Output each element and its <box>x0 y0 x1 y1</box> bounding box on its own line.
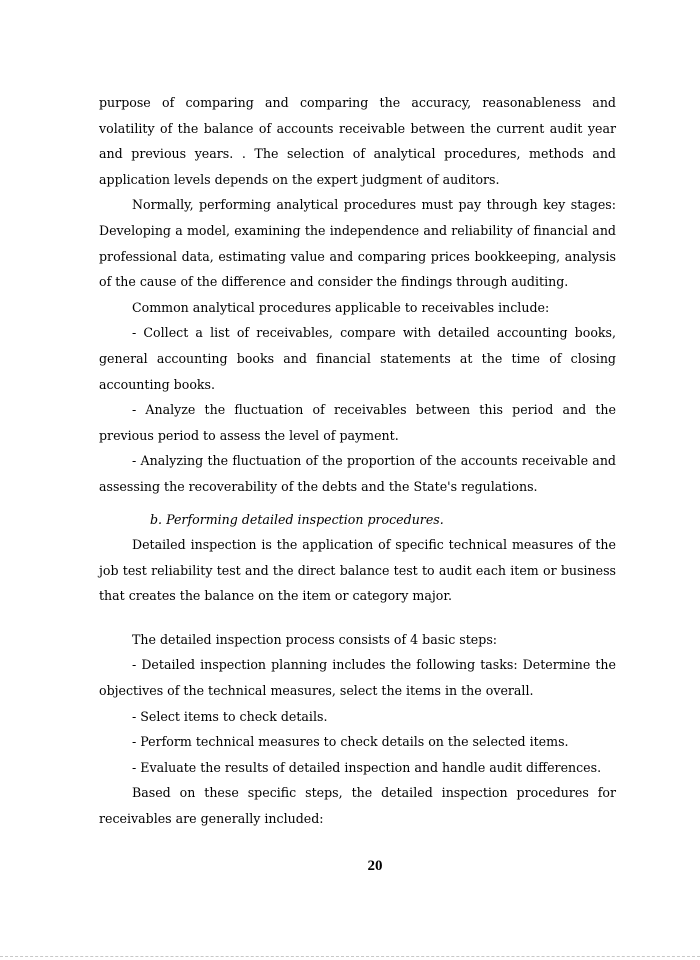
list-item: - Analyzing the fluctuation of the proportion of the accounts receivable and assessing the recoverability of the debts and the State's regulations. <box>99 453 616 494</box>
page-number: 20 <box>367 858 383 874</box>
list-item: - Evaluate the results of detailed inspection and handle audit differences. <box>132 759 602 775</box>
paragraph-process-steps: The detailed inspection process consists of 4 basic steps: <box>132 631 498 647</box>
paragraph-continued: purpose of comparing and comparing the accuracy, reasonableness and volatility of the balance of accounts receivable between the current audit year and previous years. . The selection of analytical procedures, methods and application levels depends on the expert judgment of auditors. <box>99 95 616 187</box>
page-body <box>99 90 616 832</box>
section-heading-b: b. Performing detailed inspection procedures. <box>150 511 444 527</box>
list-item: - Detailed inspection planning includes the following tasks: Determine the objectives of the technical measures, select the items in the overall. <box>99 657 616 699</box>
list-item: - Select items to check details. <box>132 708 328 724</box>
list-item: - Perform technical measures to check details on the selected items. <box>132 734 569 750</box>
page-bottom-divider <box>0 956 700 957</box>
paragraph-detailed-inspection: Detailed inspection is the application of specific technical measures of the job test reliability test and the direct balance test to audit each item or business that creates the balance on the item or category major. <box>99 537 616 604</box>
list-item: - Collect a list of receivables, compare with detailed accounting books, general accounting books and financial statements at the time of closing accounting books. <box>99 325 616 392</box>
paragraph-conclusion: Based on these specific steps, the detailed inspection procedures for receivables are generally included: <box>99 785 616 827</box>
list-item: - Analyze the fluctuation of receivables between this period and the previous period to assess the level of payment. <box>99 402 616 443</box>
paragraph-common-procedures: Common analytical procedures applicable to receivables include: <box>132 299 550 315</box>
paragraph-key-stages: Normally, performing analytical procedures must pay through key stages: Developing a model, examining the independence and reliability of financial and professional data, estimating value and comparing prices bookkeeping, analysis of the cause of the difference and consider the findings through auditing. <box>99 197 616 290</box>
